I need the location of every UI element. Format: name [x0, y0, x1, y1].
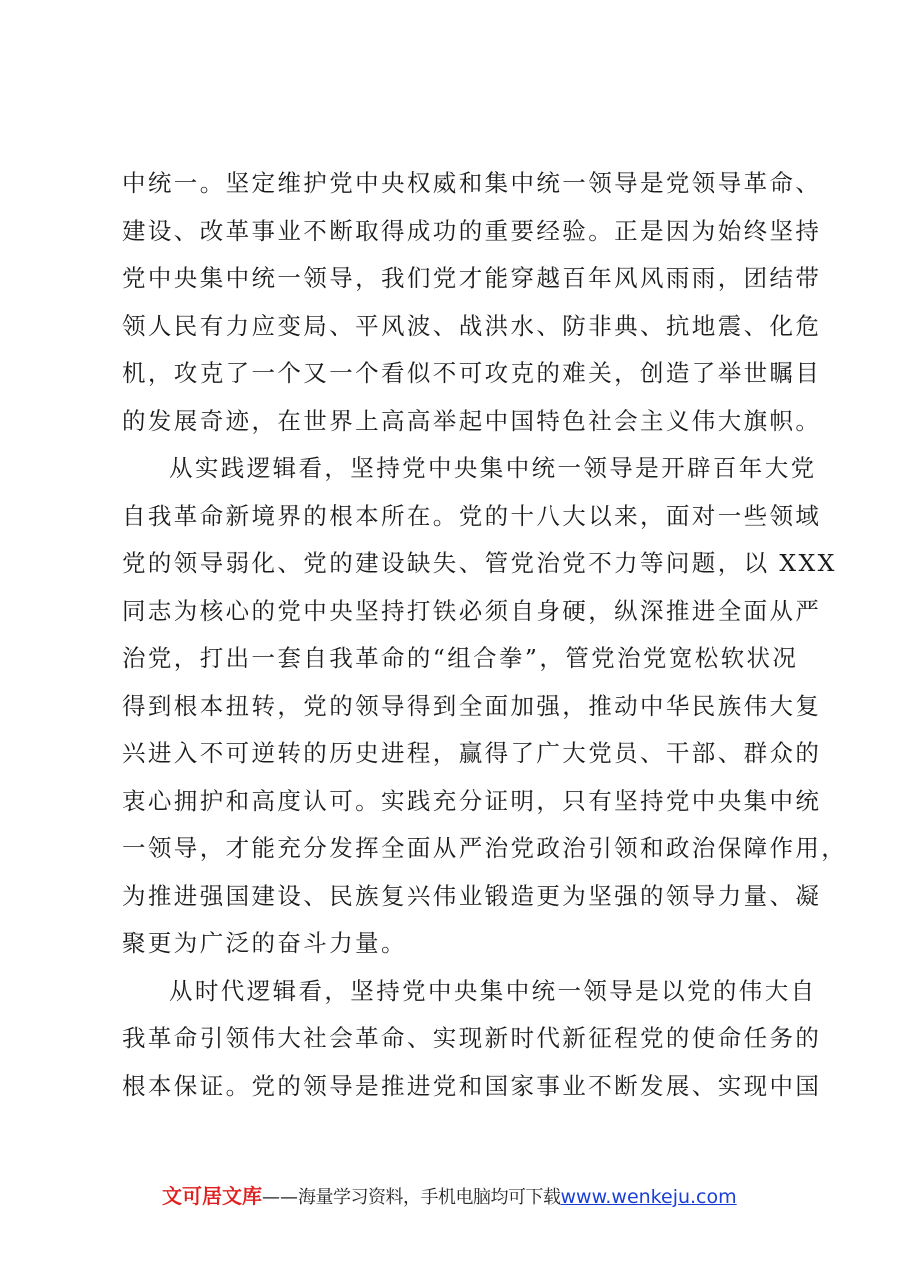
text-line: 同志为核心的党中央坚持打铁必须自身硬，纵深推进全面从严 — [122, 596, 822, 625]
text-line: 建设、改革事业不断取得成功的重要经验。正是因为始终坚持 — [122, 216, 822, 245]
document-body — [122, 160, 848, 1110]
website-link[interactable]: www.wenkeju.com — [560, 1186, 737, 1208]
text-line: 兴进入不可逆转的历史进程，赢得了广大党员、干部、群众的 — [122, 739, 822, 767]
text-line: 党中央集中统一领导，我们党才能穿越百年风风雨雨，团结带 — [122, 264, 822, 292]
text-line: 一领导，才能充分发挥全面从严治党政治引领和政治保障作用， — [122, 834, 848, 862]
text-line: 的发展奇迹，在世界上高高举起中国特色社会主义伟大旗帜。 — [122, 406, 822, 435]
text-line: 我革命引领伟大社会革命、实现新时代新征程党的使命任务的 — [122, 1024, 822, 1052]
text-line: 党的领导弱化、党的建设缺失、管党治党不力等问题，以 XXX — [122, 549, 837, 577]
text-line: 中统一。坚定维护党中央权威和集中统一领导是党领导革命、 — [122, 169, 822, 197]
text-line: 机，攻克了一个又一个看似不可攻克的难关，创造了举世瞩目 — [122, 359, 822, 387]
text-line: 从实践逻辑看，坚持党中央集中统一领导是开辟百年大党 — [169, 454, 817, 482]
text-line: 领人民有力应变局、平风波、战洪水、防非典、抗地震、化危 — [122, 311, 822, 340]
footer-dash: —— — [262, 1187, 298, 1208]
text-line: 衷心拥护和高度认可。实践充分证明，只有坚持党中央集中统 — [122, 786, 822, 815]
brand-name: 文可居文库 — [162, 1184, 262, 1208]
text-line: 聚更为广泛的奋斗力量。 — [122, 929, 407, 957]
text-line: 为推进强国建设、民族复兴伟业锻造更为坚强的领导力量、凝 — [122, 881, 822, 910]
text-line: 治党，打出一套自我革命的“组合拳”，管党治党宽松软状况 — [122, 644, 799, 672]
footer-banner — [162, 1181, 737, 1213]
text-line: 根本保证。党的领导是推进党和国家事业不断发展、实现中国 — [122, 1071, 822, 1100]
text-line: 从时代逻辑看，坚持党中央集中统一领导是以党的伟大自 — [169, 976, 817, 1005]
footer-tagline: 海量学习资料，手机电脑均可下载 — [298, 1187, 561, 1208]
text-line: 得到根本扭转，党的领导得到全面加强，推动中华民族伟大复 — [122, 691, 822, 720]
text-line: 自我革命新境界的根本所在。党的十八大以来，面对一些领域 — [122, 501, 822, 530]
